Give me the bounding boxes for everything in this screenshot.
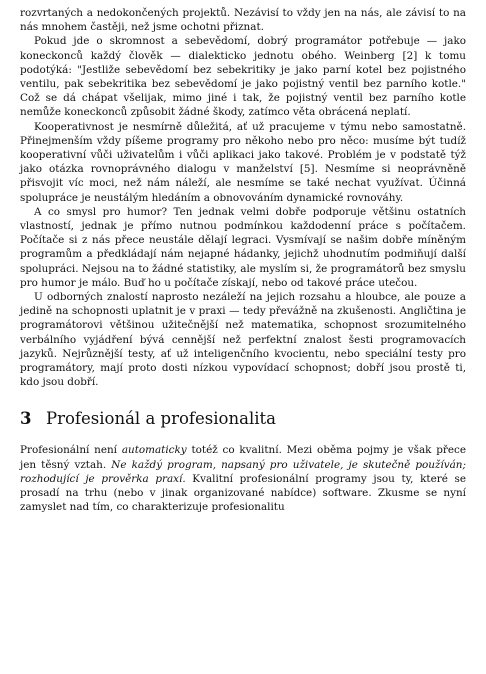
emphasis-automatically: automaticky xyxy=(121,444,187,457)
section-title: Profesionál a profesionalita xyxy=(46,409,276,429)
emphasis-practice-test: Ne každý program, napsaný pro uživatele, je skutečně používán; rozhodující je prověrka praxí. xyxy=(20,458,466,485)
section-number: 3 xyxy=(20,409,32,429)
paragraph-expert-knowledge: U odborných znalostí naprosto nezáleží na jejich rozsahu a hloubce, ale pouze a jedině na schopnosti uplatnit je v praxi — tedy převážně na zkušenosti. Angličtina je programátorovi většinou užitečnější než matematika, schopnost srozumitelného verbálního vyjádření bývá cennější než perfektní znalost šesti programovacích jazyků. Nejrůznější testy, ať už inteligenčního kvocientu, nebo speciální testy pro programátory, mají proto dosti nízkou vypovídací schopnost; dobří jsou prostě ti, kdo jsou dobří. xyxy=(20,291,466,389)
text-segment: Kvalitní profesionální programy jsou ty, které se prosadí na trhu (nebo v jinak organizované nabídce) software. Zkusme se nyní zamyslet nad tím, co charakterizuje profesionalitu xyxy=(20,472,466,514)
text-segment: Profesionální není xyxy=(20,444,122,457)
text-segment: totéž co kvalitní. Mezi oběma pojmy je však přece jen těsný vztah. xyxy=(20,444,467,471)
paragraph-professional-definition xyxy=(20,443,466,514)
document-page xyxy=(20,6,466,515)
paragraph-sense-of-humor: A co smysl pro humor? Ten jednak velmi dobře podporuje většinu ostatních vlastností, jednak je přímo nutnou podmínkou každodenní práce s počítačem. Počítače si z nás přece neustále dělají legraci. Vysmívají se našim dobře míněným programům a předkládají nám nejapné hádanky, jejichž uhodnutím podmiňují další spolupráci. Nejsou na to žádné statistiky, ale myslím si, že programátorů bez smyslu pro humor je málo. Buď ho u počítače získají, nebo od takové práce utečou. xyxy=(20,205,466,289)
paragraph-unfinished-projects: rozvrtaných a nedokončených projektů. Nezávisí to vždy jen na nás, ale závisí to na nás mnohem častěji, než jsme ochotni přiznat. xyxy=(20,7,466,34)
paragraph-modesty-confidence: Pokud jde o skromnost a sebevědomí, dobrý programátor potřebuje — jako koneckonců každý člověk — dialekticko jednotu obého. Weinberg [2] k tomu podotýká: "Jestliže sebevědomí bez sebekritiky je jako parní kotel bez pojistného ventilu, pak sebekritika bez sebevědomí je jako pojistný ventil bez parního kotle." Což se dá chápat všelijak, mimo jiné i tak, že pojistný ventil bez parního kotle nemůže koneckonců způsobit žádné škody, zatímco věta obrácená neplatí. xyxy=(20,35,466,119)
section-heading xyxy=(20,408,466,430)
paragraph-cooperativeness: Kooperativnost je nesmírně důležitá, ať už pracujeme v týmu nebo samostatně. Přinejmenším vždy píšeme programy pro někoho nebo pro něco: musíme být tudíž kooperativní vůči uživatelům i vůči aplikaci jako takové. Problém je v podstatě týž jako otázka rovnoprávného dialogu v manželství [5]. Nesmíme si neoprávněně přisvojit víc moci, než nám náleží, ale nesmíme se také nechat využívat. Účinná spolupráce je neustálým hledáním a obnovováním dynamické rovnováhy. xyxy=(20,120,466,204)
